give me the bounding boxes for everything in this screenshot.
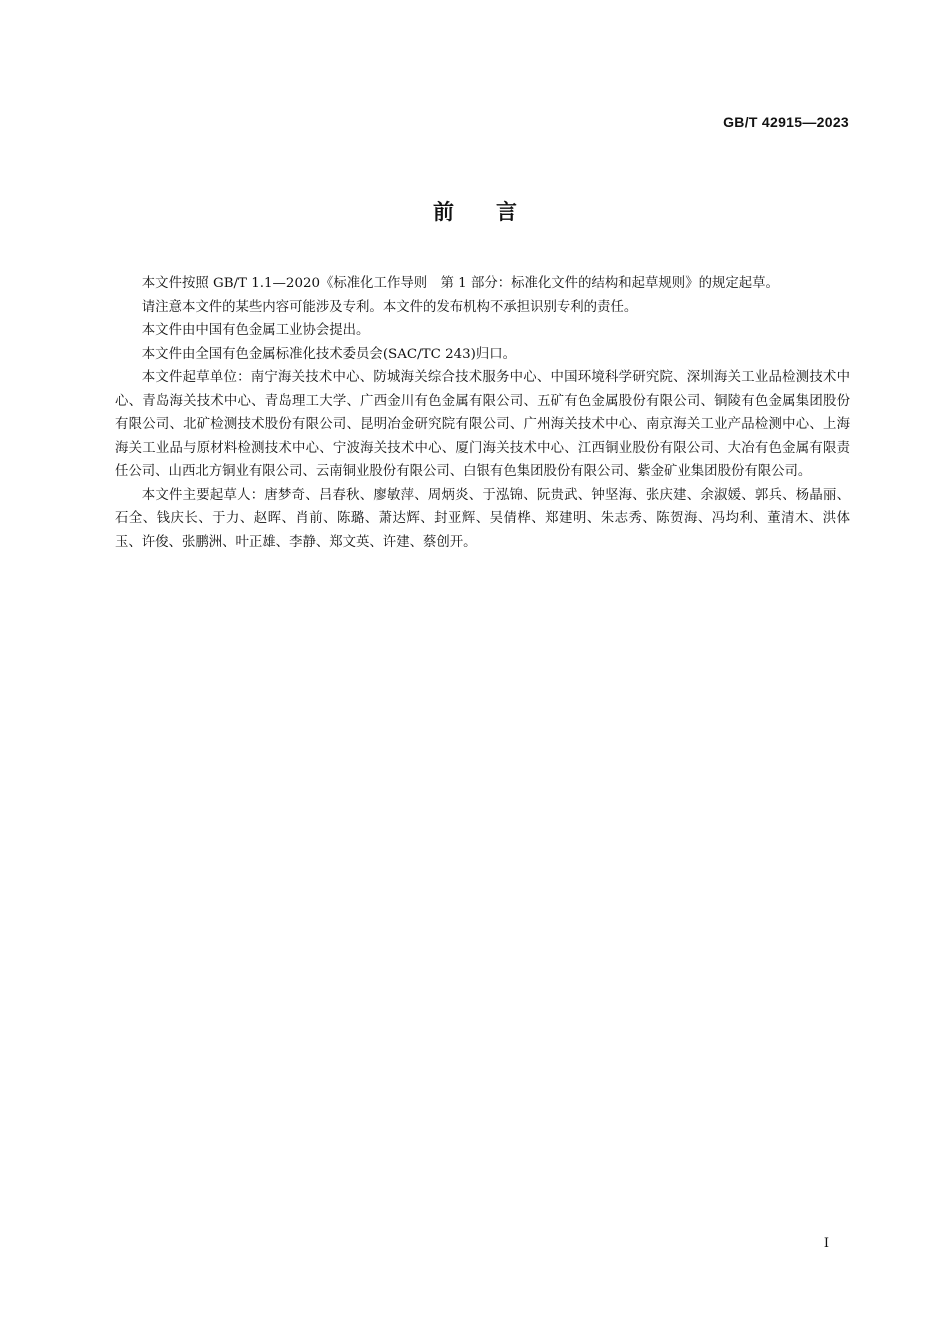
paragraph-drafters: 本文件主要起草人：唐梦奇、吕春秋、廖敏萍、周炳炎、于泓锦、阮贵武、钟坚海、张庆建、余淑媛、郭兵、杨晶丽、石全、钱庆长、于力、赵晖、肖前、陈璐、萧达辉、封亚辉、吴倩桦、郑建明、朱志秀、陈贺海、冯均利、董清木、洪体玉、许俊、张鹏洲、叶正雄、李静、郑文英、许建、蔡创开。	[115, 487, 850, 550]
foreword-body	[115, 272, 850, 554]
paragraph-proposer: 本文件由中国有色金属工业协会提出。	[141, 323, 370, 338]
paragraph-drafting-rules: 本文件按照 GB/T 1.1—2020《标准化工作导则 第 1 部分：标准化文件的结构和起草规则》的规定起草。	[141, 276, 779, 291]
page-title: 前言	[433, 200, 559, 224]
paragraph-patent-notice: 请注意本文件的某些内容可能涉及专利。本文件的发布机构不承担识别专利的责任。	[141, 299, 638, 315]
standard-number: GB/T 42915—2023	[723, 114, 849, 130]
paragraph-drafting-units: 本文件起草单位：南宁海关技术中心、防城海关综合技术服务中心、中国环境科学研究院、深圳海关工业品检测技术中心、青岛海关技术中心、青岛理工大学、广西金川有色金属有限公司、五矿有色金属股份有限公司、铜陵有色金属集团股份有限公司、北矿检测技术股份有限公司、昆明冶金研究院有限公司、广州海关技术中心、南京海关工业产品检测中心、上海海关工业品与原材料检测技术中心、宁波海关技术中心、厦门海关技术中心、江西铜业股份有限公司、大冶有色金属有限责任公司、山西北方铜业有限公司、云南铜业股份有限公司、白银有色集团股份有限公司、紫金矿业集团股份有限公司。	[115, 370, 850, 479]
paragraph-committee: 本文件由全国有色金属标准化技术委员会(SAC/TC 243)归口。	[141, 346, 517, 362]
page-number: I	[823, 1236, 829, 1251]
